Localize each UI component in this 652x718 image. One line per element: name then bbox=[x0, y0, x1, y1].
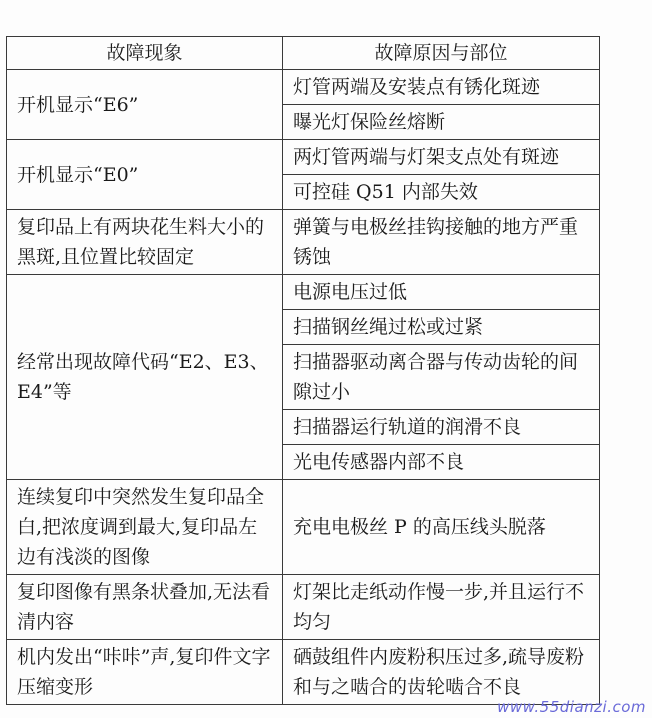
cause-cell: 可控硅 Q51 内部失效 bbox=[283, 175, 600, 210]
cause-cell: 扫描器运行轨道的润滑不良 bbox=[283, 410, 600, 445]
cause-cell: 扫描器驱动离合器与传动齿轮的间隙过小 bbox=[283, 345, 600, 410]
cause-cell: 电源电压过低 bbox=[283, 275, 600, 310]
table-row bbox=[7, 140, 600, 175]
cause-cell: 两灯管两端与灯架支点处有斑迹 bbox=[283, 140, 600, 175]
symptom-cell: 复印图像有黑条状叠加,无法看清内容 bbox=[7, 575, 283, 640]
cause-cell: 弹簧与电极丝挂钩接触的地方严重锈蚀 bbox=[283, 210, 600, 275]
cause-cell: 光电传感器内部不良 bbox=[283, 445, 600, 480]
symptom-cell: 连续复印中突然发生复印品全白,把浓度调到最大,复印品左边有浅淡的图像 bbox=[7, 480, 283, 575]
header-symptom: 故障现象 bbox=[7, 37, 283, 70]
table-row bbox=[7, 275, 600, 310]
table-row bbox=[7, 480, 600, 575]
cause-cell: 扫描钢丝绳过松或过紧 bbox=[283, 310, 600, 345]
table-row bbox=[7, 210, 600, 275]
table-row bbox=[7, 640, 600, 705]
table-header-row bbox=[7, 37, 600, 70]
cause-cell: 硒鼓组件内废粉积压过多,疏导废粉和与之啮合的齿轮啮合不良 bbox=[283, 640, 600, 705]
symptom-cell: 开机显示“E0” bbox=[7, 140, 283, 210]
symptom-cell: 机内发出“咔咔”声,复印件文字压缩变形 bbox=[7, 640, 283, 705]
table-row bbox=[7, 575, 600, 640]
cause-cell: 灯管两端及安装点有锈化斑迹 bbox=[283, 70, 600, 105]
fault-table bbox=[6, 36, 600, 705]
header-cause: 故障原因与部位 bbox=[283, 37, 600, 70]
symptom-cell: 经常出现故障代码“E2、E3、E4”等 bbox=[7, 275, 283, 480]
symptom-cell: 开机显示“E6” bbox=[7, 70, 283, 140]
cause-cell: 曝光灯保险丝熔断 bbox=[283, 105, 600, 140]
cause-cell: 充电电极丝 P 的高压线头脱落 bbox=[283, 480, 600, 575]
cause-cell: 灯架比走纸动作慢一步,并且运行不均匀 bbox=[283, 575, 600, 640]
table-row bbox=[7, 70, 600, 105]
symptom-cell: 复印品上有两块花生料大小的黑斑,且位置比较固定 bbox=[7, 210, 283, 275]
site-watermark: www.55dianzi.com bbox=[497, 698, 646, 716]
